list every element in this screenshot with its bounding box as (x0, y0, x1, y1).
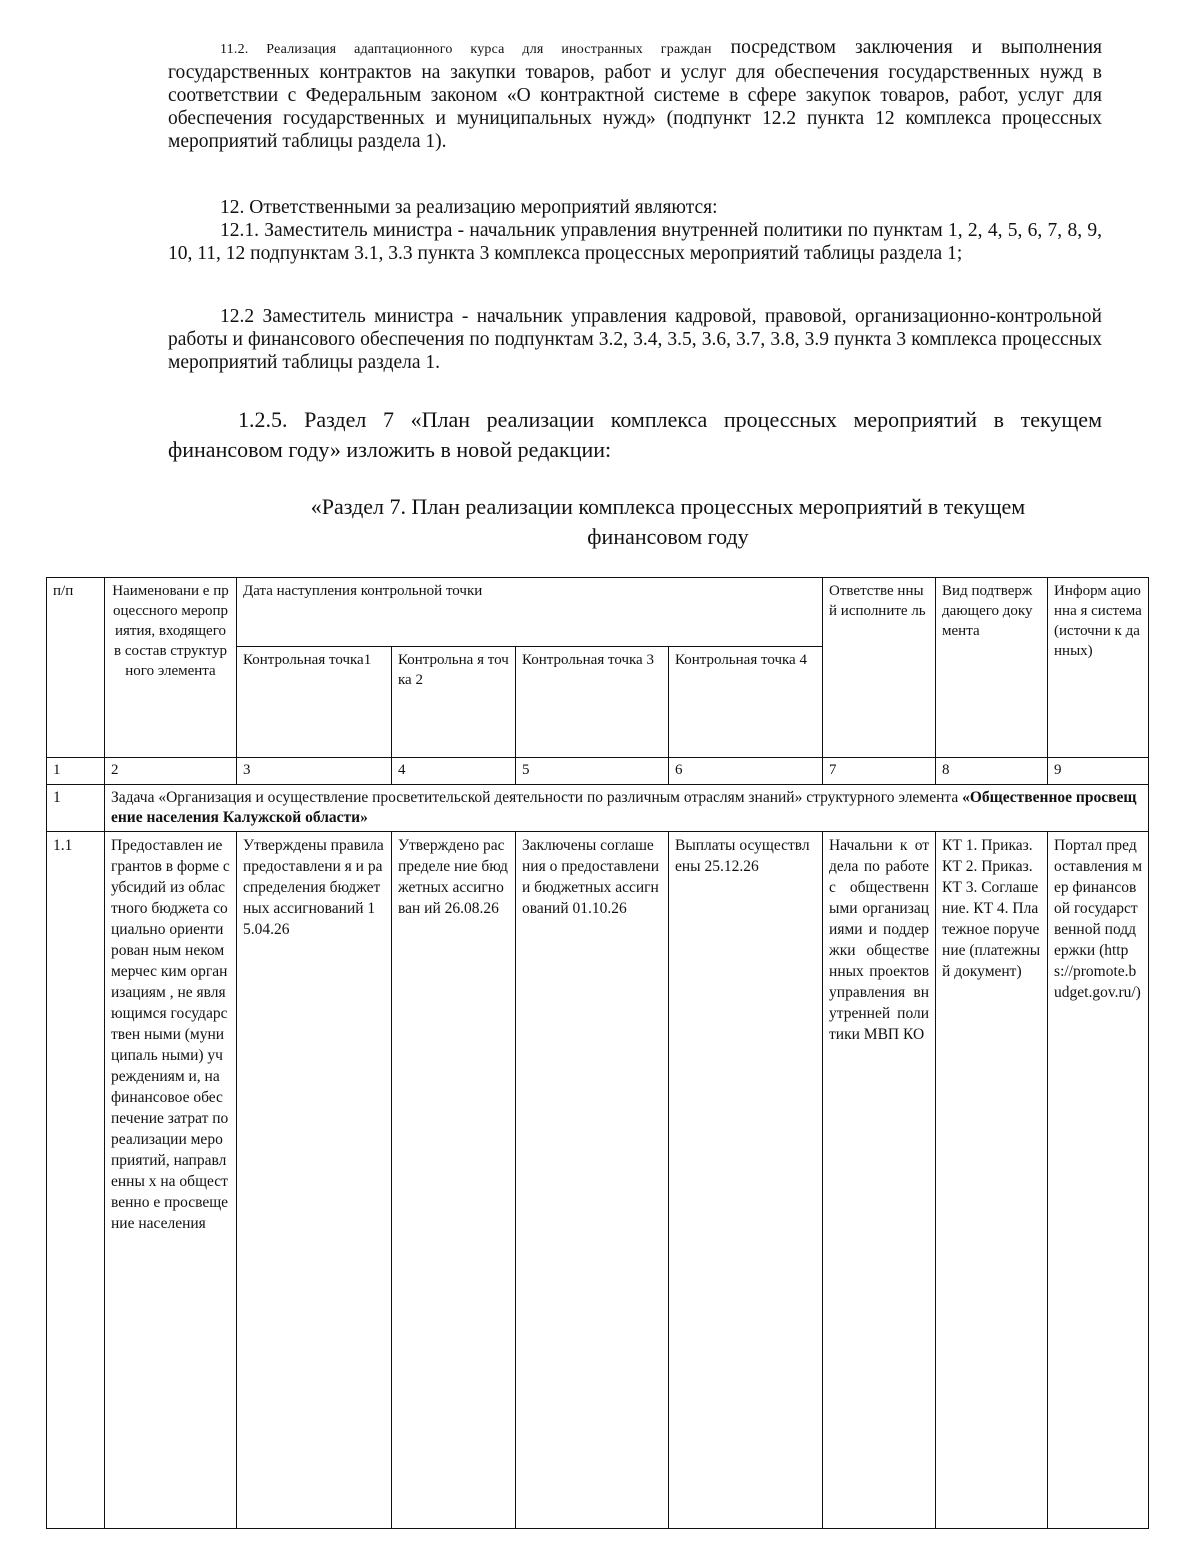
col-number: 1 (47, 758, 105, 785)
header-name: Наименовани е процессного мероприятия, входящего в состав структурного элемента (105, 578, 237, 758)
row-info-system: Портал предоставления мер финансовой государственной поддержки (https://promote.budget.gov.ru/) (1048, 832, 1149, 1529)
header-document: Вид подтверж дающего документа (936, 578, 1048, 758)
header-kt2: Контрольна я точка 2 (392, 647, 516, 758)
col-number: 6 (669, 758, 823, 785)
row-kt4: Выплаты осуществлены 25.12.26 (669, 832, 823, 1529)
task-num: 1 (47, 785, 105, 832)
header-date: Дата наступления контрольной точки (237, 578, 823, 647)
header-info-system: Информ ационна я система (источни к данных) (1048, 578, 1149, 758)
section-title (168, 492, 1168, 552)
col-number: 3 (237, 758, 392, 785)
paragraph-11-2: 11.2. Реализация адаптационного курса для иностранных граждан посредством заключения и выполнения государственных контрактов на закупки товаров, работ и услуг для обеспечения государственных нужд в соответствии с Федеральным законом «О контрактной системе в сфере закупок товаров, работ, услуг для обеспечения государственных и муниципальных нужд» (подпункт 12.2 пункта 12 комплекса процессных мероприятий таблицы раздела 1). (168, 37, 1102, 152)
row-kt2: Утверждено распределе ние бюджетных ассигнован ий 26.08.26 (392, 832, 516, 1529)
section-title-line1: «Раздел 7. План реализации комплекса процессных мероприятий в текущем (310, 494, 1026, 519)
paragraph-12-1: 12.1. Заместитель министра - начальник управления внутренней политики по пунктам 1, 2, 4, 5, 6, 7, 8, 9, 10, 11, 12 подпунктам 3.1, 3.3 пункта 3 комплекса процессных мероприятий таблицы раздела 1; (168, 220, 1102, 264)
paragraph-12: 12. Ответственными за реализацию мероприятий являются: (220, 197, 718, 218)
header-kt3: Контрольная точка 3 (516, 647, 669, 758)
col-number: 8 (936, 758, 1048, 785)
header-responsible: Ответстве нный исполните ль (823, 578, 936, 758)
header-num: п/п (47, 578, 105, 758)
row-kt3: Заключены соглашения о предоставлени и бюджетных ассигнований 01.10.26 (516, 832, 669, 1529)
section-title-line2: финансовом году (587, 524, 749, 549)
plan-table (46, 577, 1149, 1529)
paragraph-1-2-5: 1.2.5. Раздел 7 «План реализации комплекса процессных мероприятий в текущем финансовом году» изложить в новой редакции: (168, 407, 1102, 462)
col-number: 4 (392, 758, 516, 785)
row-document: КТ 1. Приказ. КТ 2. Приказ. КТ 3. Соглашение. КТ 4. Платежное поручение (платежный документ) (936, 832, 1048, 1529)
column-numbers-row (47, 758, 1149, 785)
col-number: 7 (823, 758, 936, 785)
row-event-name: Предоставлен ие грантов в форме субсидий из областного бюджета социально ориентирован ным некоммерчес ким организациям , не являющимся государствен ными (муниципаль ными) учреждениям и, на финансовое обеспечение затрат по реализации мероприятий, направленны х на общественно е просвещение населения (105, 832, 237, 1529)
header-kt4: Контрольная точка 4 (669, 647, 823, 758)
table-row (47, 832, 1149, 1529)
row-responsible: Начальни к отдела по работе с общественными организациями и поддержки общественных проектов управления внутренней политики МВП КО (823, 832, 936, 1529)
task-row (47, 785, 1149, 832)
col-number: 2 (105, 758, 237, 785)
paragraph-12-2: 12.2 Заместитель министра - начальник управления кадровой, правовой, организационно-контрольной работы и финансового обеспечения по подпунктам 3.2, 3.4, 3.5, 3.6, 3.7, 3.8, 3.9 пункта 3 комплекса процессных мероприятий таблицы раздела 1. (168, 306, 1102, 373)
row-kt1: Утверждены правила предоставлени я и распределения бюджетных ассигнований 15.04.26 (237, 832, 392, 1529)
col-number: 5 (516, 758, 669, 785)
table-header-row (47, 578, 1149, 647)
row-num: 1.1 (47, 832, 105, 1529)
task-text: Задача «Организация и осуществление просветительской деятельности по различным отраслям знаний» структурного элемента «Общественное просвещение населения Калужской области» (105, 785, 1149, 832)
col-number: 9 (1048, 758, 1149, 785)
header-kt1: Контрольная точка1 (237, 647, 392, 758)
